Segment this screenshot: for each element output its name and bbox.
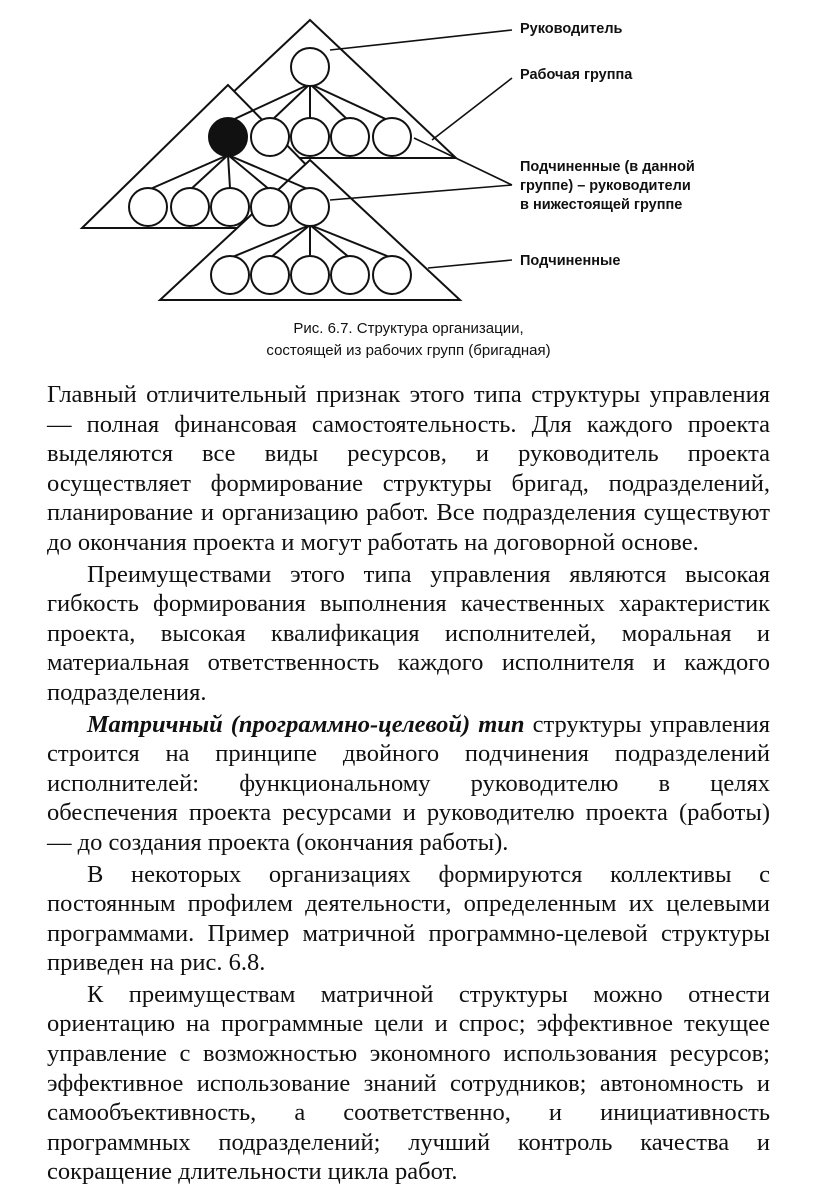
top-member-node <box>331 118 369 156</box>
top-member-node <box>373 118 411 156</box>
caption-line-1: Рис. 6.7. Структура организации, <box>293 320 524 337</box>
paragraph-2: Преимуществами этого типа управления являются высокая гибкость формирования выполнения качественных характеристик проекта, высокая квалификация исполнителей, моральная и материальная ответственность каждого исполнителя и каждого подразделения. <box>47 560 770 706</box>
bottom-member-node <box>373 256 411 294</box>
paragraph-3-rest: структуры управления строится на принципе двойного подчинения подразделений исполнителей: функциональному руководителю в целях обеспечения проекта ресурсами и руководителю проекта (работы) — до создания проекта (окончания работы). <box>47 710 770 856</box>
org-structure-figure <box>0 0 817 312</box>
paragraph-5: К преимуществам матричной структуры можно отнести ориентацию на программные цели и спрос; эффективное текущее управление с возможностью экономного использования ресурсов; эффективное использование знаний сотрудников; автономность и самообъективность, а соответственно, и инициативность программных подразделений; лучший контроль качества и сокращение длительности цикла работ. <box>47 980 770 1186</box>
body-text <box>47 380 770 1189</box>
middle-member-node <box>211 188 249 226</box>
label-subordinates-leaders-line3: в нижестоящей группе <box>520 197 683 213</box>
org-diagram <box>0 0 817 312</box>
middle-member-node <box>129 188 167 226</box>
paragraph-3 <box>47 710 770 858</box>
caption-line-2: состоящей из рабочих групп (бригадная) <box>266 342 551 359</box>
bottom-member-node <box>331 256 369 294</box>
middle-member-node-leader <box>291 188 329 226</box>
paragraph-3-emphasis: Матричный (программно-целевой) тип <box>87 710 525 738</box>
top-leader-node <box>291 48 329 86</box>
paragraph-1: Главный отличительный признак этого типа структуры управления — полная финансовая самостоятельность. Для каждого проекта выделяются все виды ресурсов, и руководитель проекта осуществляет формирование структуры бригад, подразделений, планирование и организацию работ. Все подразделения существуют до окончания проекта и могут работать на договорной основе. <box>47 381 770 556</box>
bottom-member-node <box>251 256 289 294</box>
bottom-member-node <box>211 256 249 294</box>
figure-caption <box>0 318 817 362</box>
paragraph-4: В некоторых организациях формируются коллективы с постоянным профилем деятельности, определенным их целевыми программами. Пример матричной программно-целевой структуры приведен на рис. 6.8. <box>47 860 770 977</box>
label-subordinates: Подчиненные <box>520 253 621 269</box>
middle-member-node <box>171 188 209 226</box>
top-member-node-leader <box>209 118 247 156</box>
top-member-node <box>291 118 329 156</box>
label-subordinates-leaders-line2: группе) – руководители <box>520 178 691 194</box>
label-work-group: Рабочая группа <box>520 67 633 83</box>
label-subordinates-leaders-line1: Подчиненные (в данной <box>520 159 695 175</box>
middle-member-node <box>251 188 289 226</box>
bottom-member-node <box>291 256 329 294</box>
top-member-node <box>251 118 289 156</box>
label-leader: Руководитель <box>520 21 623 37</box>
